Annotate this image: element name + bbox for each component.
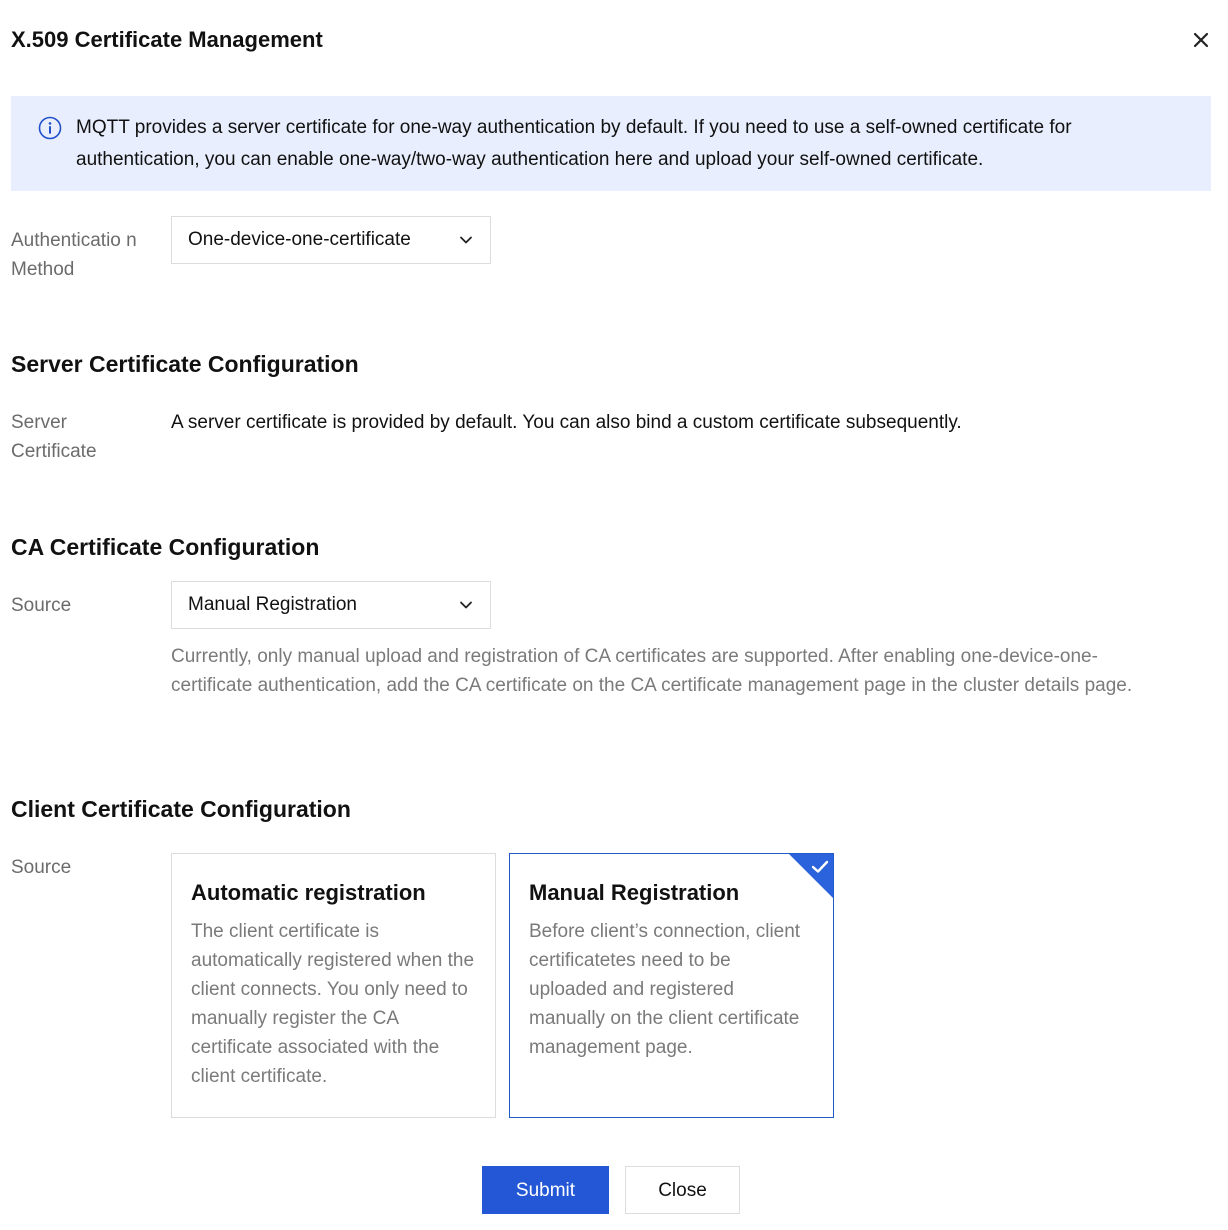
card-title: Automatic registration <box>191 880 426 905</box>
client-source-label: Source <box>11 857 72 878</box>
close-button[interactable]: Close <box>625 1166 740 1214</box>
notice-text: MQTT provides a server certificate for one-way authentication by default. If you need to use a self-owned certificate for authentication, you can enable one-way/two-way authentication here and upload your self-owned certificate. <box>76 117 1072 170</box>
dialog-title: X.509 Certificate Management <box>11 27 323 52</box>
chevron-down-icon <box>458 232 474 248</box>
server-certificate-value: A server certificate is provided by default. You can also bind a custom certificate subsequently. <box>171 412 962 433</box>
ca-section-title: CA Certificate Configuration <box>11 534 320 560</box>
auth-method-label: Authenticatio n Method <box>11 230 137 280</box>
auth-method-value: One-device-one-certificate <box>188 229 411 250</box>
manual-registration-card[interactable] <box>509 853 834 1118</box>
ca-help-text: Currently, only manual upload and registration of CA certificates are supported. After enabling one-device-one-certificate authentication, add the CA certificate on the CA certificate management page in the cluster details page. <box>171 646 1133 696</box>
card-title: Manual Registration <box>529 880 740 905</box>
server-section-title: Server Certificate Configuration <box>11 351 359 377</box>
ca-source-label: Source <box>11 595 72 616</box>
automatic-registration-card[interactable] <box>171 853 496 1118</box>
close-icon[interactable] <box>1189 28 1213 52</box>
submit-button[interactable]: Submit <box>482 1166 609 1214</box>
ca-source-select[interactable] <box>171 581 491 629</box>
chevron-down-icon <box>458 597 474 613</box>
server-certificate-label: Server Certificate <box>11 412 97 462</box>
ca-source-value: Manual Registration <box>188 594 357 615</box>
card-description: Before client’s connection, client certificatetes need to be uploaded and registered manually on the client certificate management page. <box>529 921 801 1058</box>
checkmark-icon <box>811 860 829 874</box>
info-icon <box>38 116 62 140</box>
card-description: The client certificate is automatically registered when the client connects. You only need to manually register the CA certificate associated with the client certificate. <box>191 921 475 1087</box>
auth-method-select[interactable] <box>171 216 491 264</box>
info-notice <box>11 96 1211 191</box>
client-section-title: Client Certificate Configuration <box>11 796 351 822</box>
